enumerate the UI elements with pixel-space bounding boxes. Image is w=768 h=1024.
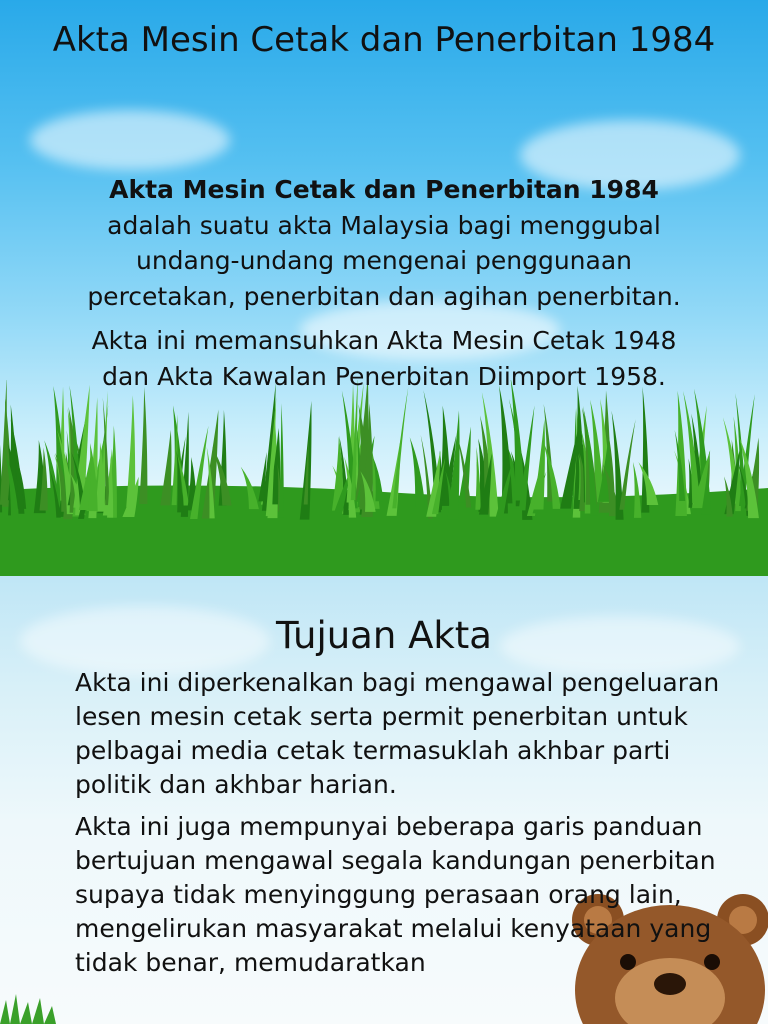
slide-2-paragraph-1: Akta ini diperkenalkan bagi mengawal pengeluaran lesen mesin cetak serta permit penerbitan untuk pelbagai media cetak termasuklah akhbar parti politik dan akhbar harian. (75, 668, 720, 799)
act-description: adalah suatu akta Malaysia bagi menggubal undang-undang mengenai penggunaan percetakan, penerbitan dan agihan penerbitan. (87, 210, 681, 311)
slide-1-body (70, 172, 698, 394)
slide-1-paragraph-2: Akta ini memansuhkan Akta Mesin Cetak 1948 dan Akta Kawalan Penerbitan Diimport 1958. (91, 326, 677, 391)
cloud-decoration (30, 110, 230, 170)
act-name-bold: Akta Mesin Cetak dan Penerbitan 1984 (109, 175, 659, 204)
slide-1-title: Akta Mesin Cetak dan Penerbitan 1984 (52, 20, 716, 60)
grass-icon (0, 990, 60, 1024)
slide-1-paragraph-1 (70, 172, 698, 314)
slide-2-body (75, 666, 745, 980)
slide-2-paragraph-2: Akta ini juga mempunyai beberapa garis panduan bertujuan mengawal segala kandungan penerbitan supaya tidak menyinggung perasaan orang lain, mengelirukan masyarakat melalui kenyataan yang tidak benar, memudaratkan (75, 812, 716, 977)
grass-icon (0, 380, 768, 576)
slide-2-title: Tujuan Akta (276, 614, 492, 657)
